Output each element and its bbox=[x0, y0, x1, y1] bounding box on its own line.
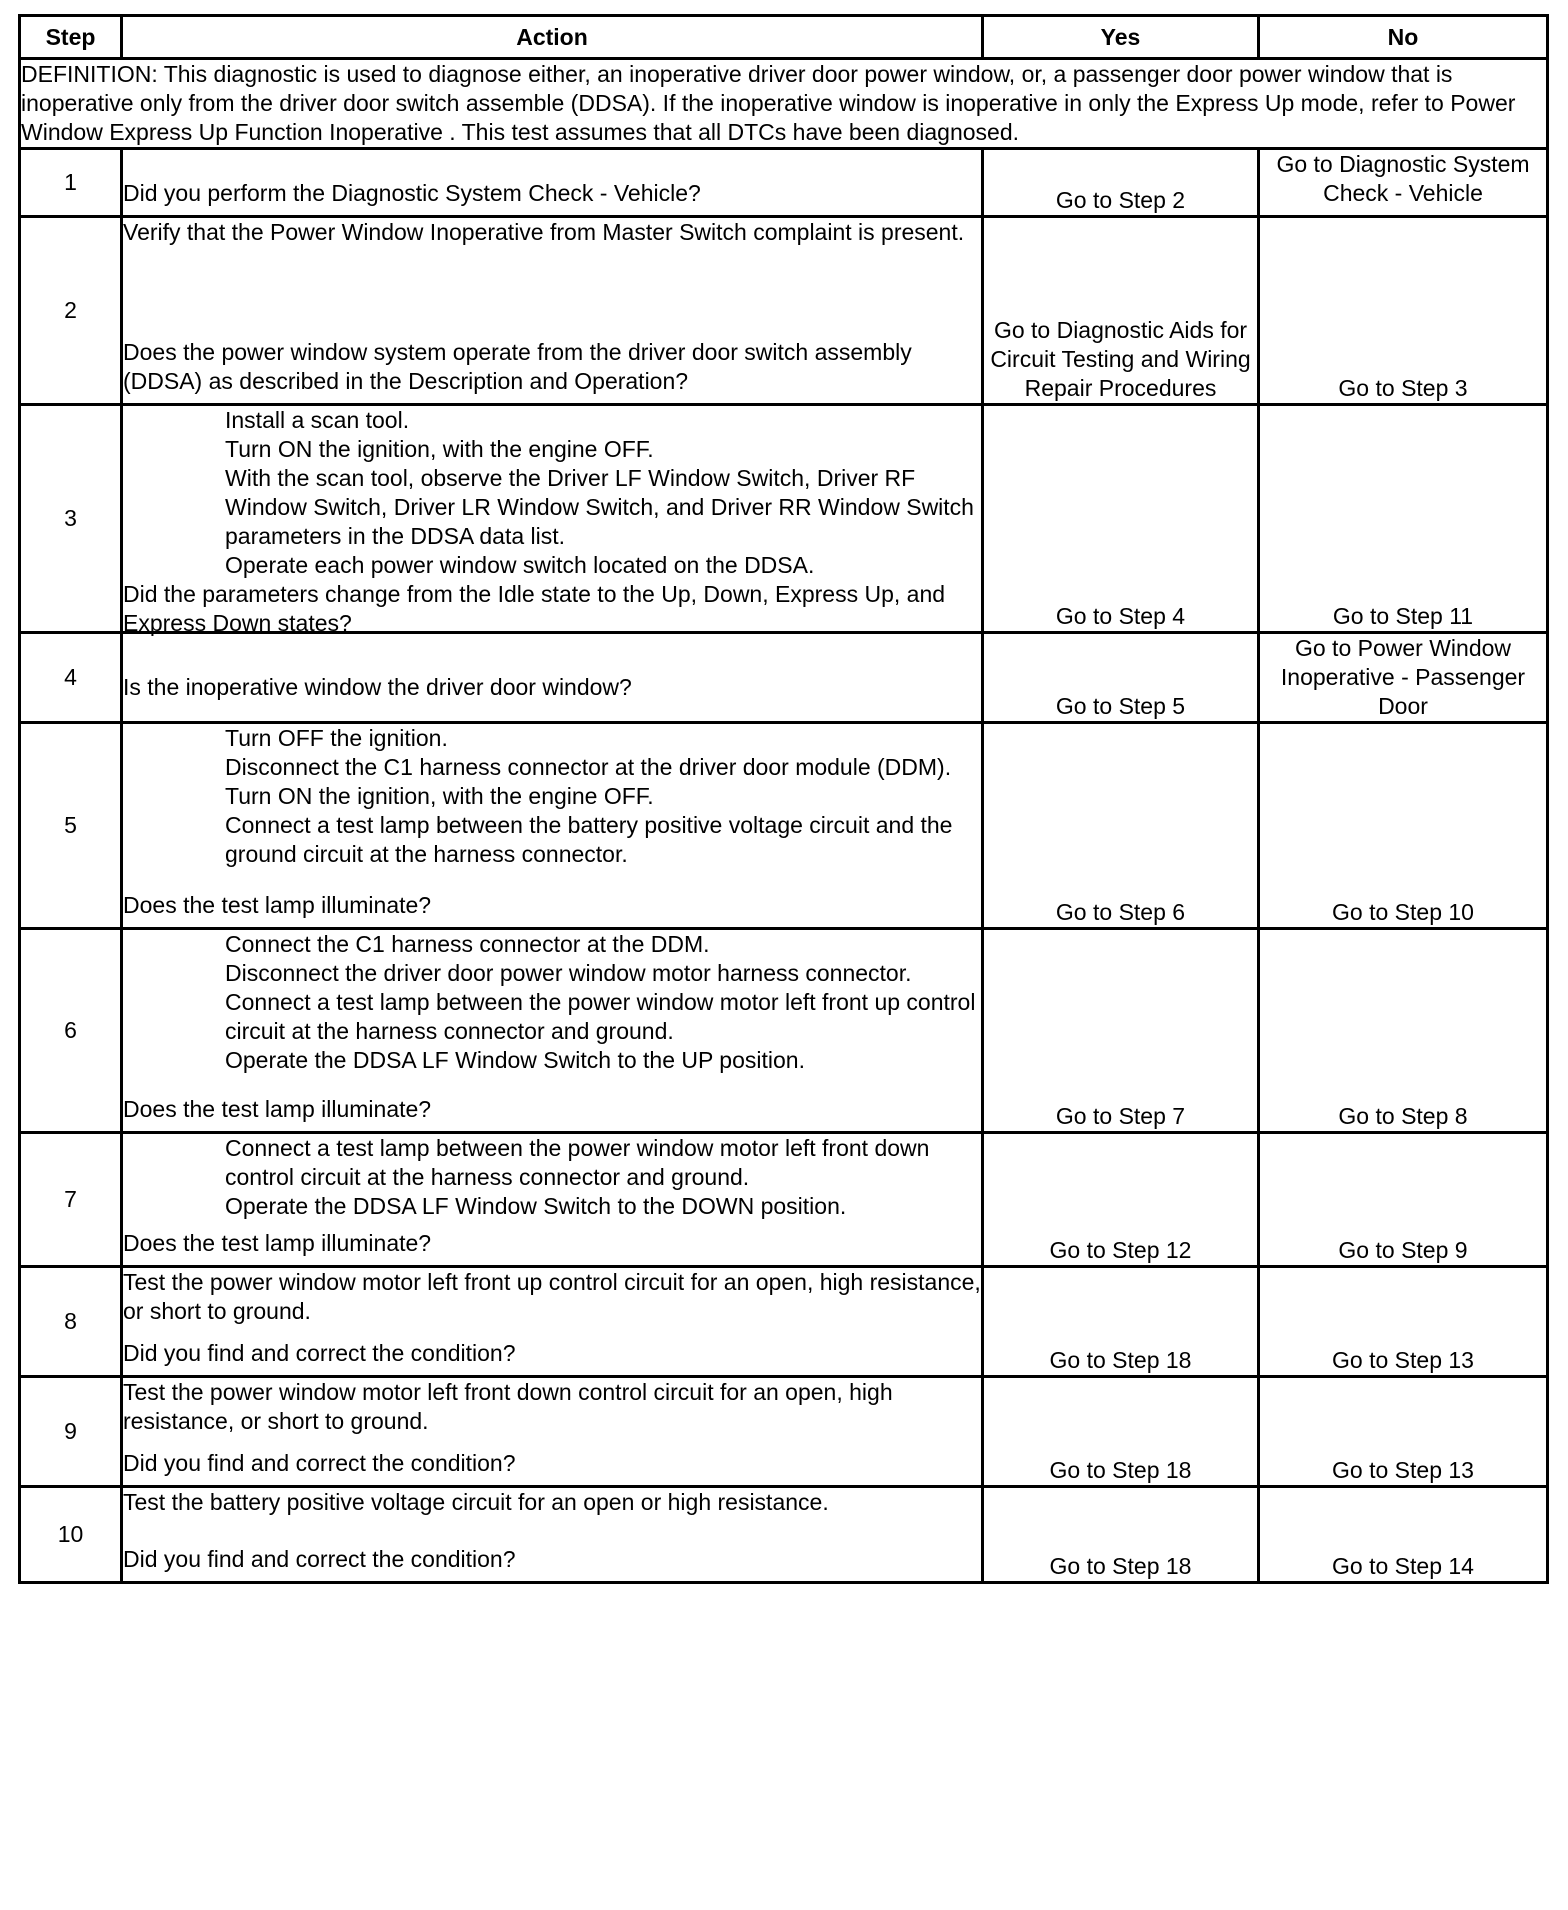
action-step: Operate the DDSA LF Window Switch to the DOWN position. bbox=[225, 1193, 847, 1219]
yes-action: Go to Step 4 bbox=[983, 405, 1259, 633]
step-number: 10 bbox=[20, 1487, 122, 1583]
step-number: 3 bbox=[20, 405, 122, 633]
yes-action: Go to Step 5 bbox=[983, 633, 1259, 723]
table-row bbox=[20, 633, 1548, 723]
action-question: Did you find and correct the condition? bbox=[123, 1546, 516, 1572]
no-action: Go to Step 10 bbox=[1259, 723, 1548, 929]
action-question: Did you find and correct the condition? bbox=[123, 1450, 516, 1476]
diagnostic-table bbox=[18, 14, 1549, 1584]
yes-action: Go to Step 2 bbox=[983, 149, 1259, 217]
header-row bbox=[20, 16, 1548, 59]
table-row bbox=[20, 217, 1548, 405]
table-row bbox=[20, 405, 1548, 633]
definition-row bbox=[20, 59, 1548, 149]
header-step: Step bbox=[20, 16, 122, 59]
table-row bbox=[20, 1267, 1548, 1377]
yes-action: Go to Step 18 bbox=[983, 1377, 1259, 1487]
yes-action: Go to Step 7 bbox=[983, 929, 1259, 1133]
action-cell bbox=[122, 723, 983, 929]
table-row bbox=[20, 929, 1548, 1133]
yes-action: Go to Step 18 bbox=[983, 1267, 1259, 1377]
action-step: Connect a test lamp between the power window motor left front up control circuit at the harness connector and ground. bbox=[225, 989, 976, 1044]
action-question: Did the parameters change from the Idle state to the Up, Down, Express Up, and Express Down states? bbox=[123, 581, 946, 636]
step-number: 5 bbox=[20, 723, 122, 929]
action-step: Install a scan tool. bbox=[225, 407, 410, 433]
no-action: Go to Step 3 bbox=[1259, 217, 1548, 405]
action-cell bbox=[122, 405, 983, 636]
table-row bbox=[20, 723, 1548, 929]
action-step: Operate the DDSA LF Window Switch to the UP position. bbox=[225, 1047, 805, 1073]
action-step: Connect the C1 harness connector at the DDM. bbox=[225, 931, 710, 957]
table-row bbox=[20, 1133, 1548, 1267]
no-action: Go to Power Window Inoperative - Passenger Door bbox=[1259, 633, 1548, 723]
action-step: Disconnect the driver door power window motor harness connector. bbox=[225, 960, 912, 986]
action-intro: Test the power window motor left front down control circuit for an open, high resistance, or short to ground. bbox=[123, 1379, 893, 1434]
step-number: 9 bbox=[20, 1377, 122, 1487]
no-action: Go to Step 11 bbox=[1259, 405, 1548, 633]
yes-action: Go to Step 6 bbox=[983, 723, 1259, 929]
action-question: Does the test lamp illuminate? bbox=[123, 1096, 432, 1122]
action-question: Does the test lamp illuminate? bbox=[123, 892, 432, 918]
action-steps bbox=[123, 1134, 981, 1221]
action-step: Turn ON the ignition, with the engine OFF. bbox=[225, 783, 654, 809]
action-step: Turn OFF the ignition. bbox=[225, 725, 448, 751]
yes-action: Go to Step 18 bbox=[983, 1487, 1259, 1583]
definition-text: DEFINITION: This diagnostic is used to diagnose either, an inoperative driver door power window, or, a passenger door power window that is inoperative only from the driver door switch assemble (DDSA). If the inoperative window is inoperative in only the Express Up mode, refer to Power Window Express Up Function Inoperative . This test assumes that all DTCs have been diagnosed. bbox=[20, 59, 1548, 149]
action-step: Connect a test lamp between the battery positive voltage circuit and the ground circuit at the harness connector. bbox=[225, 812, 953, 867]
action-step: Operate each power window switch located on the DDSA. bbox=[225, 552, 815, 578]
no-action: Go to Step 14 bbox=[1259, 1487, 1548, 1583]
table-row bbox=[20, 1377, 1548, 1487]
step-number: 8 bbox=[20, 1267, 122, 1377]
action-cell bbox=[122, 1377, 983, 1487]
action-question: Is the inoperative window the driver door window? bbox=[123, 674, 632, 700]
action-question: Does the power window system operate from the driver door switch assembly (DDSA) as described in the Description and Operation? bbox=[123, 339, 912, 394]
yes-action: Go to Step 12 bbox=[983, 1133, 1259, 1267]
yes-action: Go to Diagnostic Aids for Circuit Testing and Wiring Repair Procedures bbox=[983, 217, 1259, 405]
action-cell bbox=[122, 633, 983, 723]
step-number: 7 bbox=[20, 1133, 122, 1267]
action-step: Disconnect the C1 harness connector at the driver door module (DDM). bbox=[225, 754, 952, 780]
table-row bbox=[20, 149, 1548, 217]
action-steps bbox=[123, 724, 981, 869]
action-cell bbox=[122, 1267, 983, 1377]
step-number: 4 bbox=[20, 633, 122, 723]
action-cell bbox=[122, 149, 983, 217]
action-intro: Test the battery positive voltage circuit for an open or high resistance. bbox=[123, 1489, 829, 1515]
step-number: 1 bbox=[20, 149, 122, 217]
no-action: Go to Step 13 bbox=[1259, 1377, 1548, 1487]
action-intro: Verify that the Power Window Inoperative from Master Switch complaint is present. bbox=[123, 219, 965, 245]
action-cell bbox=[122, 1133, 983, 1267]
header-no: No bbox=[1259, 16, 1548, 59]
action-intro: Test the power window motor left front up control circuit for an open, high resistance, or short to ground. bbox=[123, 1269, 981, 1324]
no-action: Go to Step 13 bbox=[1259, 1267, 1548, 1377]
action-cell bbox=[122, 217, 983, 405]
step-number: 6 bbox=[20, 929, 122, 1133]
step-number: 2 bbox=[20, 217, 122, 405]
action-step: Connect a test lamp between the power window motor left front down control circuit at the harness connector and ground. bbox=[225, 1135, 930, 1190]
action-question: Did you find and correct the condition? bbox=[123, 1340, 516, 1366]
action-step: With the scan tool, observe the Driver LF Window Switch, Driver RF Window Switch, Driver LR Window Switch, and Driver RR Window Switch parameters in the DDSA data list. bbox=[225, 465, 974, 549]
action-cell bbox=[122, 929, 983, 1133]
header-action: Action bbox=[122, 16, 983, 59]
action-question: Did you perform the Diagnostic System Check - Vehicle? bbox=[123, 180, 701, 206]
action-question: Does the test lamp illuminate? bbox=[123, 1230, 432, 1256]
no-action: Go to Step 9 bbox=[1259, 1133, 1548, 1267]
action-cell bbox=[122, 1487, 983, 1583]
table-row bbox=[20, 1487, 1548, 1583]
action-steps bbox=[123, 406, 981, 580]
action-steps bbox=[123, 930, 981, 1075]
header-yes: Yes bbox=[983, 16, 1259, 59]
action-step: Turn ON the ignition, with the engine OFF. bbox=[225, 436, 654, 462]
no-action: Go to Diagnostic System Check - Vehicle bbox=[1259, 149, 1548, 217]
no-action: Go to Step 8 bbox=[1259, 929, 1548, 1133]
